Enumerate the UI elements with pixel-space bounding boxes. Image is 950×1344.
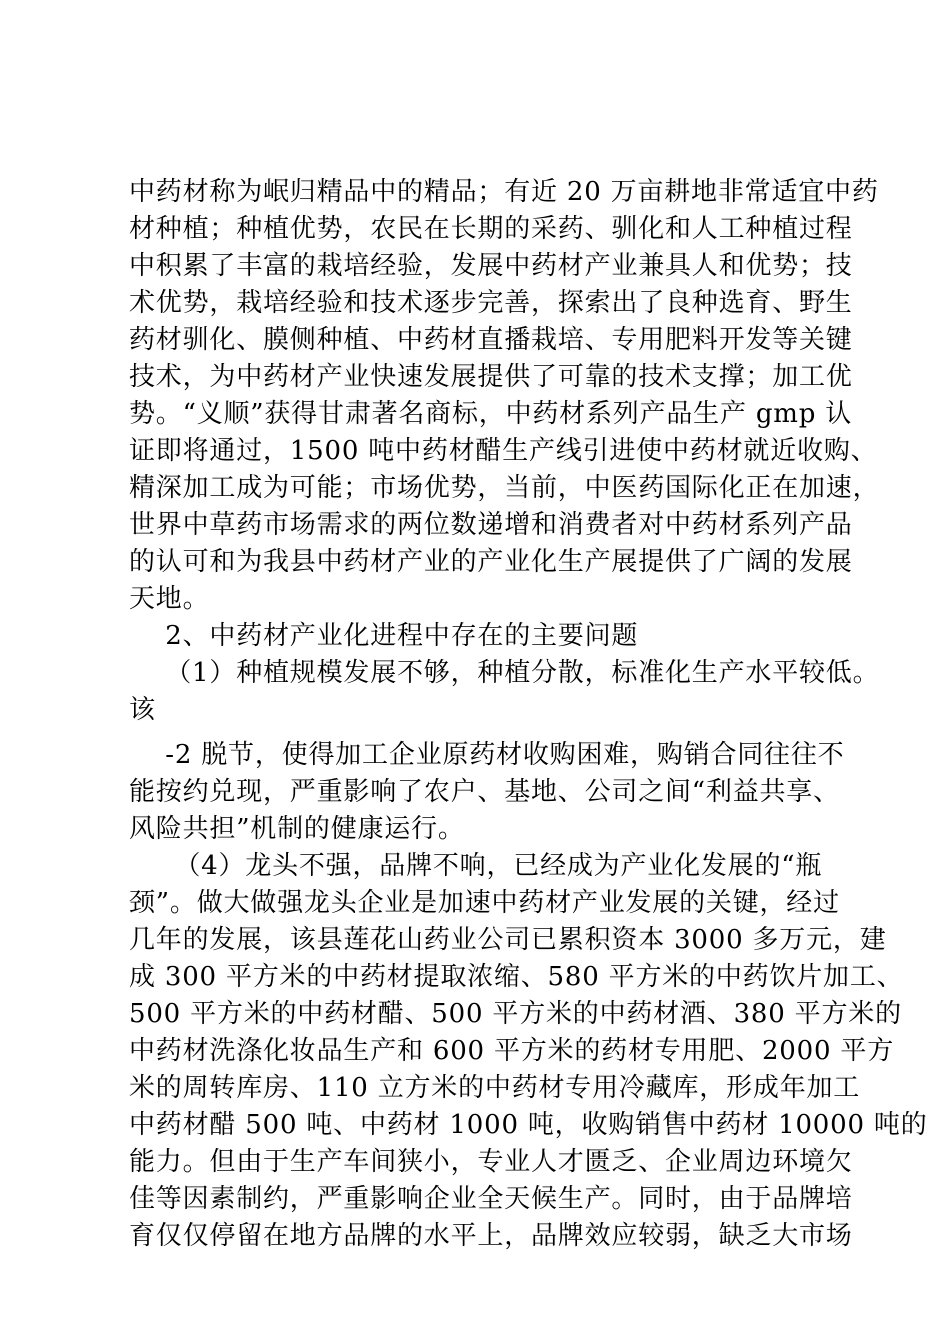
text-line: 天地。 [129, 584, 210, 614]
text-line: 证即将通过，1500 吨中药材醋生产线引进使中药材就近收购、 [129, 436, 878, 466]
text-line: 500 平方米的中药材醋、500 平方米的中药材酒、380 平方米的 [129, 999, 902, 1029]
text-line: 几年的发展，该县莲花山药业公司已累积资本 3000 多万元，建 [129, 925, 887, 955]
text-line: 育仅仅停留在地方品牌的水平上，品牌效应较弱，缺乏大市场 [129, 1221, 853, 1251]
text-line: 势。“义顺”获得甘肃著名商标，中药材系列产品生产 gmp 认 [129, 399, 853, 429]
text-line: （4）龙头不强，品牌不响，已经成为产业化发展的“瓶 [129, 851, 823, 881]
text-line: 中药材醋 500 吨、中药材 1000 吨，收购销售中药材 10000 吨的 [129, 1110, 928, 1140]
text-line: 成 300 平方米的中药材提取浓缩、580 平方米的中药饮片加工、 [129, 962, 904, 992]
text-line: 药材驯化、膜侧种植、中药材直播栽培、专用肥料开发等关键 [129, 325, 853, 355]
text-line: -2 脱节，使得加工企业原药材收购困难，购销合同往往不 [129, 740, 845, 770]
text-line: 精深加工成为可能；市场优势，当前，中医药国际化正在加速， [129, 473, 880, 503]
text-line: 该 [129, 695, 156, 725]
section-heading: 2、中药材产业化进程中存在的主要问题 [129, 621, 639, 651]
text-line: 的认可和为我县中药材产业的产业化生产展提供了广阔的发展 [129, 547, 853, 577]
text-line: 中药材洗涤化妆品生产和 600 平方米的药材专用肥、2000 平方 [129, 1036, 894, 1066]
text-line: 颈”。做大做强龙头企业是加速中药材产业发展的关键，经过 [129, 888, 840, 918]
text-line: 能力。但由于生产车间狭小，专业人才匮乏、企业周边环境欠 [129, 1147, 853, 1177]
text-line: 中药材称为岷归精品中的精品；有近 20 万亩耕地非常适宜中药 [129, 177, 879, 207]
text-line: 米的周转库房、110 立方米的中药材专用冷藏库，形成年加工 [129, 1073, 861, 1103]
text-line: 风险共担”机制的健康运行。 [129, 814, 465, 844]
text-line: 世界中草药市场需求的两位数递增和消费者对中药材系列产品 [129, 510, 853, 540]
text-line: 材种植；种植优势，农民在长期的采药、驯化和人工种植过程 [129, 214, 853, 244]
text-line: 中积累了丰富的栽培经验，发展中药材产业兼具人和优势；技 [129, 251, 853, 281]
text-line: 佳等因素制约，严重影响企业全天候生产。同时，由于品牌培 [129, 1184, 853, 1214]
text-line: 术优势，栽培经验和技术逐步完善，探索出了良种选育、野生 [129, 288, 853, 318]
text-line: 能按约兑现，严重影响了农户、基地、公司之间“利益共享、 [129, 777, 840, 807]
text-line: （1）种植规模发展不够，种植分散，标准化生产水平较低。 [129, 658, 880, 688]
text-line: 技术，为中药材产业快速发展提供了可靠的技术支撑；加工优 [129, 362, 853, 392]
